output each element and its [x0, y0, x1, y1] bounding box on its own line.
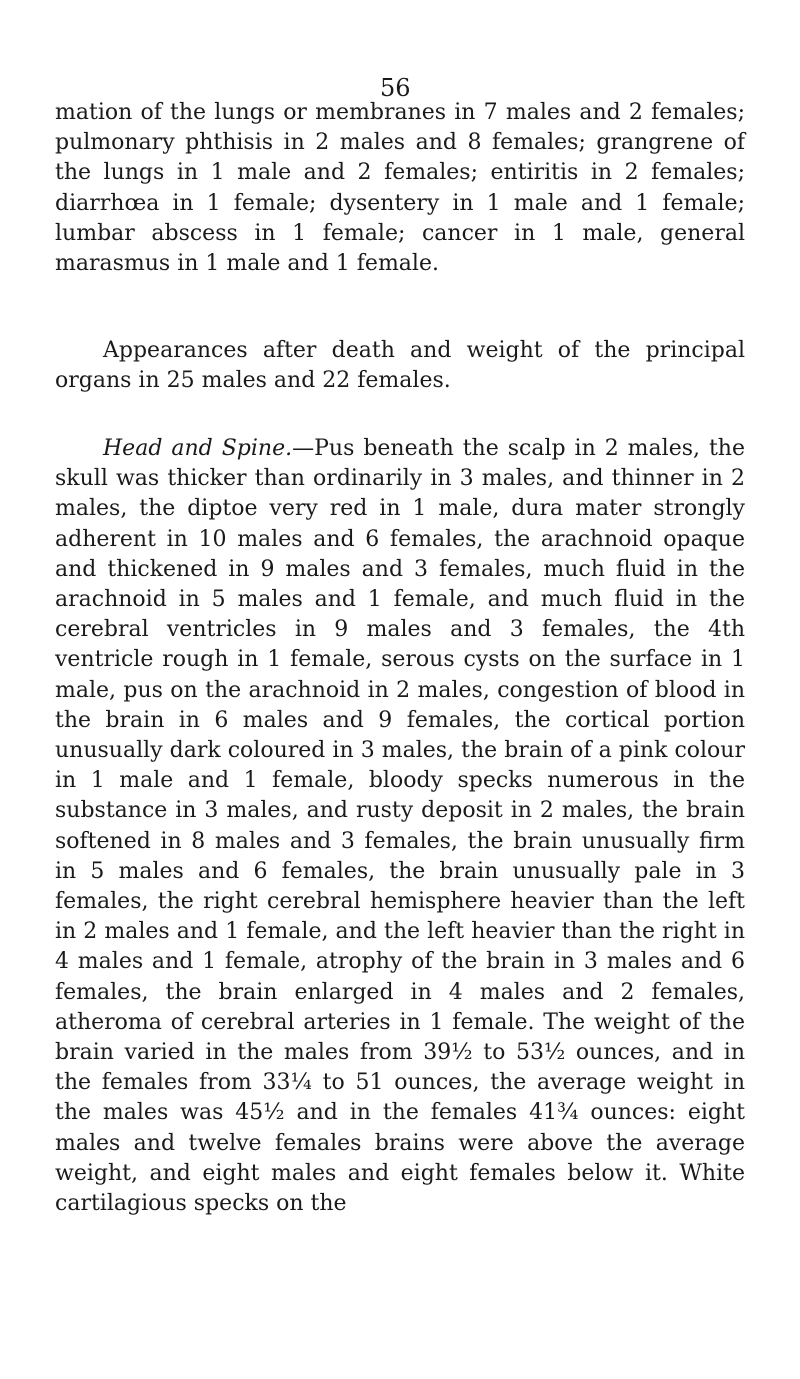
paragraph-appearances-intro: Appearances after death and weight of the principal organs in 25 males and 22 females.: [55, 338, 745, 394]
section-heading-head-and-spine: Head and Spine.: [103, 436, 293, 461]
paragraph-head-and-spine-body: —Pus beneath the scalp in 2 males, the skull was thicker than ordinarily in 3 males, and thinner in 2 males, the diptoe very red in 1 male, dura mater strongly adherent in 10 males and 6 females, the arachnoid opaque and thickened in 9 males and 3 females, much fluid in the arachnoid in 5 males and 1 female, and much fluid in the cerebral ventricles in 9 males and 3 females, the 4th ventricle rough in 1 female, serous cysts on the surface in 1 male, pus on the arachnoid in 2 males, congestion of blood in the brain in 6 males and 9 females, the cortical portion unusually dark coloured in 3 males, the brain of a pink colour in 1 male and 1 female, bloody specks numerous in the substance in 3 males, and rusty deposit in 2 males, the brain softened in 8 males and 3 females, the brain unusually firm in 5 males and 6 females, the brain unusually pale in 3 females, the right cerebral hemisphere heavier than the left in 2 males and 1 female, and the left heavier than the right in 4 males and 1 female, atrophy of the brain in 3 males and 6 females, the brain enlarged in 4 males and 2 females, atheroma of cerebral arteries in 1 female. The weight of the brain varied in the males from 39½ to 53½ ounces, and in the females from 33¼ to 51 ounces, the average weight in the males was 45½ and in the females 41¾ ounces: eight males and twelve females brains were above the average weight, and eight males and eight females below it. White cartilagious specks on the: [55, 436, 745, 1217]
page-number: 56: [380, 74, 411, 102]
paragraph-head-and-spine: [55, 434, 745, 1219]
paragraph-causes-of-death: mation of the lungs or membranes in 7 males and 2 females; pulmonary phthisis in 2 males and 8 females; grangrene of the lungs in 1 male and 2 females; entiritis in 2 females; diarrhœa in 1 female; dysentery in 1 male and 1 female; lumbar abscess in 1 female; cancer in 1 male, general marasmus in 1 male and 1 female.: [55, 100, 745, 277]
